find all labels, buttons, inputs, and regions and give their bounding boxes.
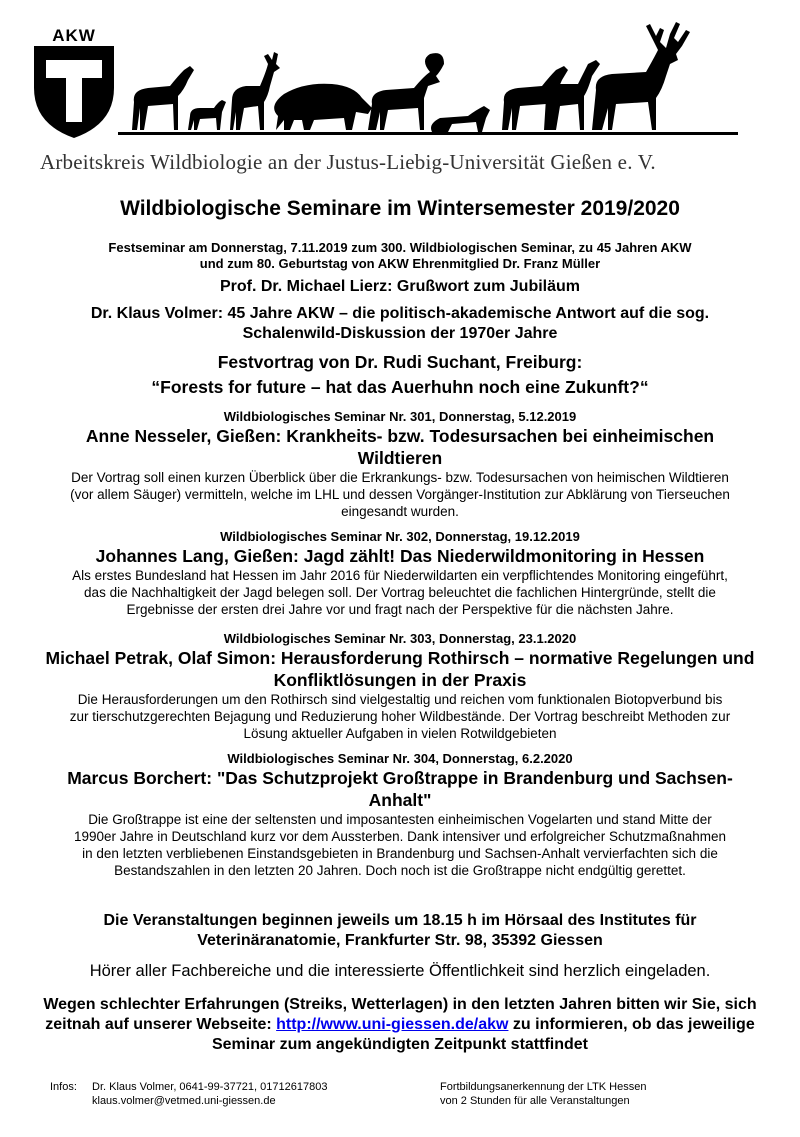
- greeting-line: Prof. Dr. Michael Lierz: Grußwort zum Jubiläum: [219, 278, 581, 295]
- infos-label: Infos:: [50, 1081, 77, 1093]
- venue-info: [0, 911, 800, 951]
- seminar-description: Die Großtrappe ist eine der seltensten und imposantesten einheimischen Vogelarten und stand Mitte der: [88, 812, 712, 827]
- credit-line: Fortbildungsanerkennung der LTK Hessen: [440, 1081, 647, 1093]
- seminar-description: Als erstes Bundesland hat Hessen im Jahr 2016 für Niederwildarten ein verpflichtendes Monitoring eingeführt,: [72, 568, 728, 583]
- venue-line: Veterinäranatomie, Frankfurter Str. 98, 35392 Giessen: [197, 932, 603, 949]
- seminar-title: Wildtieren: [357, 448, 443, 468]
- contact-info: [92, 1080, 327, 1108]
- seminar-303: [0, 631, 800, 742]
- credit-line: von 2 Stunden für alle Veranstaltungen: [440, 1095, 630, 1107]
- seminar-description: zur tierschutzgerechten Bejagung und Reduzierung hoher Wildbestände. Der Vortrag beschreibt Methoden zur: [69, 709, 731, 724]
- festseminar-greeting: [0, 277, 800, 297]
- talk-line: Schalenwild-Diskussion der 1970er Jahre: [242, 325, 558, 342]
- seminar-heading: Wildbiologisches Seminar Nr. 302, Donnerstag, 19.12.2019: [220, 529, 580, 544]
- seminar-heading: Wildbiologisches Seminar Nr. 303, Donnerstag, 23.1.2020: [223, 631, 577, 646]
- seminar-heading: Wildbiologisches Seminar Nr. 301, Donnerstag, 5.12.2019: [223, 409, 577, 424]
- page-title: Wildbiologische Seminare im Wintersemester 2019/2020: [120, 197, 680, 220]
- seminar-301: [0, 409, 800, 520]
- seminar-title: Anne Nesseler, Gießen: Krankheits- bzw. Todesursachen bei einheimischen: [85, 426, 715, 446]
- venue-line: Die Veranstaltungen beginnen jeweils um 18.15 h im Hörsaal des Institutes für: [103, 912, 697, 929]
- seminar-heading: Wildbiologisches Seminar Nr. 304, Donnerstag, 6.2.2020: [227, 751, 573, 766]
- contact-line: Dr. Klaus Volmer, 0641-99-37721, 01712617803: [92, 1081, 328, 1093]
- keynote-line: Festvortrag von Dr. Rudi Suchant, Freiburg:: [217, 352, 583, 372]
- notice-line: Seminar zum angekündigten Zeitpunkt stattfindet: [211, 1036, 589, 1053]
- festseminar-intro-line: und zum 80. Geburtstag von AKW Ehrenmitglied Dr. Franz Müller: [199, 256, 601, 271]
- seminar-description: Ergebnisse der ersten drei Jahre vor und fragt nach der Perspektive für die nächsten Jahre.: [126, 602, 674, 617]
- website-notice: [0, 995, 800, 1055]
- seminar-title: Marcus Borchert: "Das Schutzprojekt Großtrappe in Brandenburg und Sachsen-: [67, 768, 733, 788]
- seminar-title: Michael Petrak, Olaf Simon: Herausforderung Rothirsch – normative Regelungen und: [45, 648, 755, 668]
- seminar-description: das die Nachhaltigkeit der Jagd belegen soll. Der Vortrag beleuchtet die fachlichen Hintergründe, stellt die: [84, 585, 716, 600]
- seminar-304: [0, 751, 800, 879]
- logo-text: AKW: [52, 26, 96, 45]
- seminar-title: Konfliktlösungen in der Praxis: [273, 670, 527, 690]
- keynote-line: “Forests for future – hat das Auerhuhn noch eine Zukunft?“: [151, 377, 649, 397]
- notice-line-prefix: zeitnah auf unserer Webseite:: [45, 1016, 277, 1033]
- festseminar-intro-line: Festseminar am Donnerstag, 7.11.2019 zum 300. Wildbiologischen Seminar, zu 45 Jahren AKW: [108, 240, 692, 255]
- seminar-description: (vor allem Säuger) vermitteln, welche im LHL und dessen Vorgänger-Institution zur Abklärung von Tierseuchen: [70, 487, 730, 502]
- akw-shield-logo-icon: [30, 44, 118, 140]
- seminar-302: [0, 529, 800, 618]
- animal-silhouettes-icon: [118, 20, 748, 138]
- talk-line: Dr. Klaus Volmer: 45 Jahre AKW – die politisch-akademische Antwort auf die sog.: [90, 305, 710, 322]
- invitation: [0, 961, 800, 981]
- seminar-description: Die Herausforderungen um den Rothirsch sind vielgestaltig und reichen vom funktionalen Biotopverbund bis: [77, 692, 723, 707]
- festseminar-keynote: [0, 350, 800, 400]
- notice-line: [0, 1015, 800, 1035]
- seminar-description: in den letzten verbliebenen Einstandsgebieten in Brandenburg und Sachsen-Anhalt vervierfachten sich die: [82, 846, 718, 861]
- akw-website-link[interactable]: http://www.uni-giessen.de/akw: [276, 1016, 509, 1033]
- festseminar-talk: [0, 304, 800, 344]
- festseminar-intro: [0, 240, 800, 272]
- seminar-description: 1990er Jahre in Deutschland kurz vor dem Aussterben. Dank intensiver und erfolgreicher Schutzmaßnahmen: [73, 829, 727, 844]
- organization-name: Arbeitskreis Wildbiologie an der Justus-Liebig-Universität Gießen e. V.: [40, 150, 656, 174]
- seminar-description: Bestandszahlen in den letzten 20 Jahren. Doch noch ist die Großtrappe nicht endgültig gerettet.: [114, 863, 686, 878]
- notice-line: Wegen schlechter Erfahrungen (Streiks, Wetterlagen) in den letzten Jahren bitten wir Sie, sich: [43, 996, 757, 1013]
- seminar-description: Lösung aktueller Aufgaben in vielen Rotwildgebieten: [243, 726, 557, 741]
- seminar-description: Der Vortrag soll einen kurzen Überblick über die Erkrankungs- bzw. Todesursachen von heimischen Wildtieren: [71, 470, 729, 485]
- credit-info: [440, 1080, 646, 1108]
- invitation-text: Hörer aller Fachbereiche und die interessierte Öffentlichkeit sind herzlich eingeladen.: [89, 962, 711, 980]
- seminar-title: Anhalt": [368, 790, 432, 810]
- seminar-title: Johannes Lang, Gießen: Jagd zählt! Das Niederwildmonitoring in Hessen: [95, 546, 705, 566]
- notice-line-suffix: zu informieren, ob das jeweilige: [508, 1016, 755, 1033]
- contact-email[interactable]: klaus.volmer@vetmed.uni-giessen.de: [92, 1095, 276, 1107]
- seminar-description: eingesandt wurden.: [341, 504, 459, 519]
- header: [0, 0, 800, 145]
